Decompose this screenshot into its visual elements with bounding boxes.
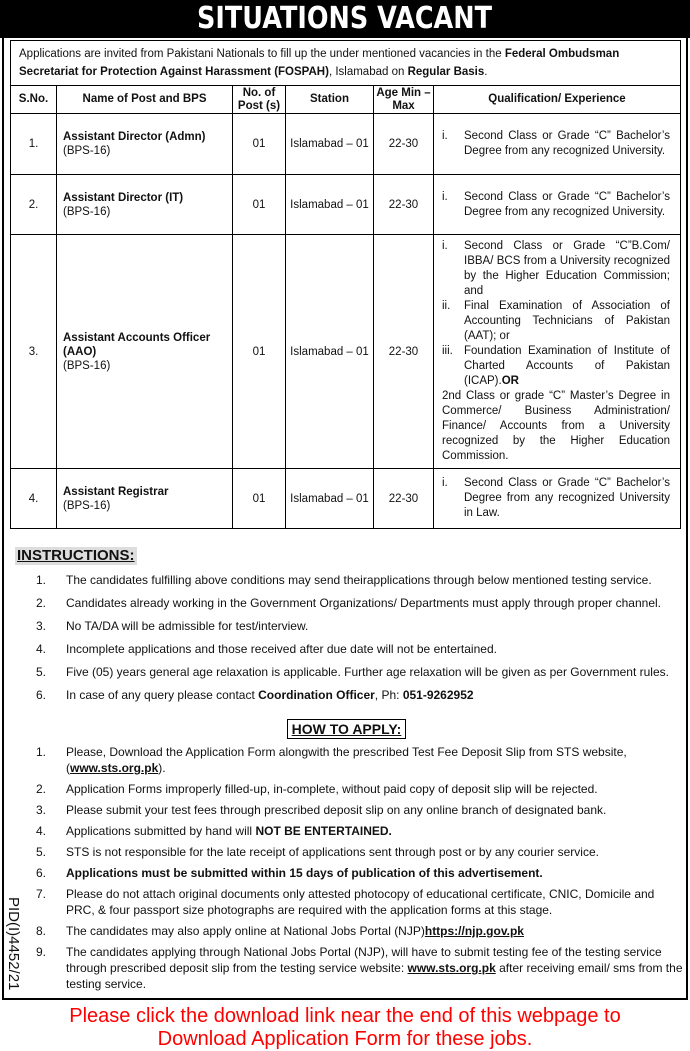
age: 22-30 (374, 175, 434, 235)
age: 22-30 (374, 469, 434, 529)
post-name: Assistant Accounts Officer (AAO) (63, 331, 211, 358)
post-bps: (BPS-16) (63, 499, 111, 512)
intro-text: Applications are invited from Pakistani Nationals to fill up the under mentioned vacancies in the Federal Ombudsman Secretariat for Protection Against Harassment (FOSPAH), Islamabad on Regular Basis. (11, 41, 681, 86)
post-bps: (BPS-16) (63, 145, 111, 157)
list-item: 6. Applications must be submitted within 15 days of publication of this advertisement. (36, 866, 543, 880)
list-item: 7. Please do not attach original documents only attested photocopy of educational certificate, CNIC, Domicile and PRC, & four passport size photographs are required with the application forms at this stage. (36, 887, 655, 917)
note-line: Download Application Form for these jobs. (157, 1028, 533, 1050)
age: 22-30 (374, 235, 434, 469)
age: 22-30 (374, 114, 434, 175)
vacancies-table (10, 40, 681, 529)
post-name: Assistant Director (Admn) (63, 131, 206, 143)
instructions-heading: INSTRUCTIONS: (17, 547, 135, 564)
table-header (11, 86, 681, 114)
qualification-item: iii. Foundation Examination of Institute of Charted Accounts of Pakistan (ICAP).OR (442, 345, 670, 387)
list-item: 9. The candidates applying through National Jobs Portal (NJP), will have to submit testing fee of the testing service through prescribed deposit slip from the testing service website: www.sts.org.pk after receiving email/ sms from the testing service. (36, 945, 683, 991)
sno: 1. (11, 114, 57, 175)
list-item: 1. Please, Download the Application Form alongwith the prescribed Test Fee Deposit Slip from STS website, (www.sts.org.pk). (36, 745, 627, 775)
list-item: 4. Applications submitted by hand will NOT BE ENTERTAINED. (36, 824, 392, 838)
instructions-list (10, 572, 683, 703)
station: Islamabad – 01 (286, 114, 374, 175)
post-count: 01 (233, 114, 286, 175)
header-station: Station (286, 86, 374, 114)
sno: 4. (11, 469, 57, 529)
list-item: 5. STS is not responsible for the late receipt of applications sent through post or by any courier service. (36, 845, 599, 859)
qualification-alternative: 2nd Class or grade “C” Master’s Degree in Commerce/ Business Administration/ Finance/ Accounts from a University recognized by the Higher Education Commission. (442, 390, 670, 462)
header-post: Name of Post and BPS (57, 86, 233, 114)
sno: 2. (11, 175, 57, 235)
post-count: 01 (233, 469, 286, 529)
qualification-item: i. Second Class or Grade “C” Bachelor’s Degree from any recognized University in Law. (442, 477, 670, 519)
qualification-item: i. Second Class or Grade “C” Bachelor’s Degree from any recognized University. (442, 130, 670, 157)
station: Islamabad – 01 (286, 235, 374, 469)
advertisement-frame (2, 38, 688, 1000)
list-item: 4. Incomplete applications and those received after due date will not be entertained. (36, 642, 497, 656)
list-item: 3. No TA/DA will be admissible for test/interview. (36, 619, 309, 633)
note-line: Please click the download link near the end of this webpage to (69, 1005, 621, 1027)
how-to-apply-list (10, 744, 683, 992)
qualification-item: i. Second Class or Grade “C”B.Com/ IBBA/ BCS from a University recognized by the Higher Education Commission; and (442, 240, 670, 297)
post-name: Assistant Director (IT) (63, 191, 184, 204)
table-row (11, 469, 681, 529)
list-item: 2. Application Forms improperly filled-up, in-complete, without paid copy of deposit slip will be rejected. (36, 782, 598, 796)
station: Islamabad – 01 (286, 175, 374, 235)
post-bps: (BPS-16) (63, 205, 111, 218)
station: Islamabad – 01 (286, 469, 374, 529)
list-item: 6. In case of any query please contact Coordination Officer, Ph: 051-9262952 (36, 688, 474, 702)
list-item: 5. Five (05) years general age relaxation is applicable. Further age relaxation will be given as per Government rules. (36, 665, 669, 679)
post-count: 01 (233, 175, 286, 235)
sts-link[interactable]: www.sts.org.pk (407, 961, 496, 975)
list-item: 8. The candidates may also apply online at National Jobs Portal (NJP)https://njp.gov.pk (36, 924, 524, 938)
njp-link[interactable]: https://njp.gov.pk (424, 924, 524, 938)
list-item: 1. The candidates fulfilling above conditions may send theirapplications through below mentioned testing service. (36, 573, 652, 587)
qualification-item: i. Second Class or Grade “C” Bachelor’s Degree from any recognized University. (442, 190, 670, 218)
download-note (0, 1000, 690, 1051)
post-bps: (BPS-16) (63, 359, 111, 372)
post-count: 01 (233, 235, 286, 469)
post-name: Assistant Registrar (63, 485, 169, 498)
header-qualification: Qualification/ Experience (434, 86, 681, 114)
pid-number: PID(I)4452/21 (5, 896, 22, 990)
list-item: 2. Candidates already working in the Government Organizations/ Departments must apply through proper channel. (36, 596, 661, 610)
page-title: SITUATIONS VACANT (0, 0, 690, 38)
table-row (11, 114, 681, 175)
table-row (11, 175, 681, 235)
table-row (11, 235, 681, 469)
list-item: 3. Please submit your test fees through prescribed deposit slip on any online branch of designated bank. (36, 803, 607, 817)
how-to-apply-heading: HOW TO APPLY: (287, 719, 407, 739)
header-age: Age Min – Max (374, 86, 434, 114)
sno: 3. (11, 235, 57, 469)
sts-link[interactable]: www.sts.org.pk (70, 761, 159, 775)
header-num: No. of Post (s) (233, 86, 286, 114)
header-sno: S.No. (11, 86, 57, 114)
qualification-item: ii. Final Examination of Association of Accounting Technicians of Pakistan (AAT); or (442, 300, 670, 342)
